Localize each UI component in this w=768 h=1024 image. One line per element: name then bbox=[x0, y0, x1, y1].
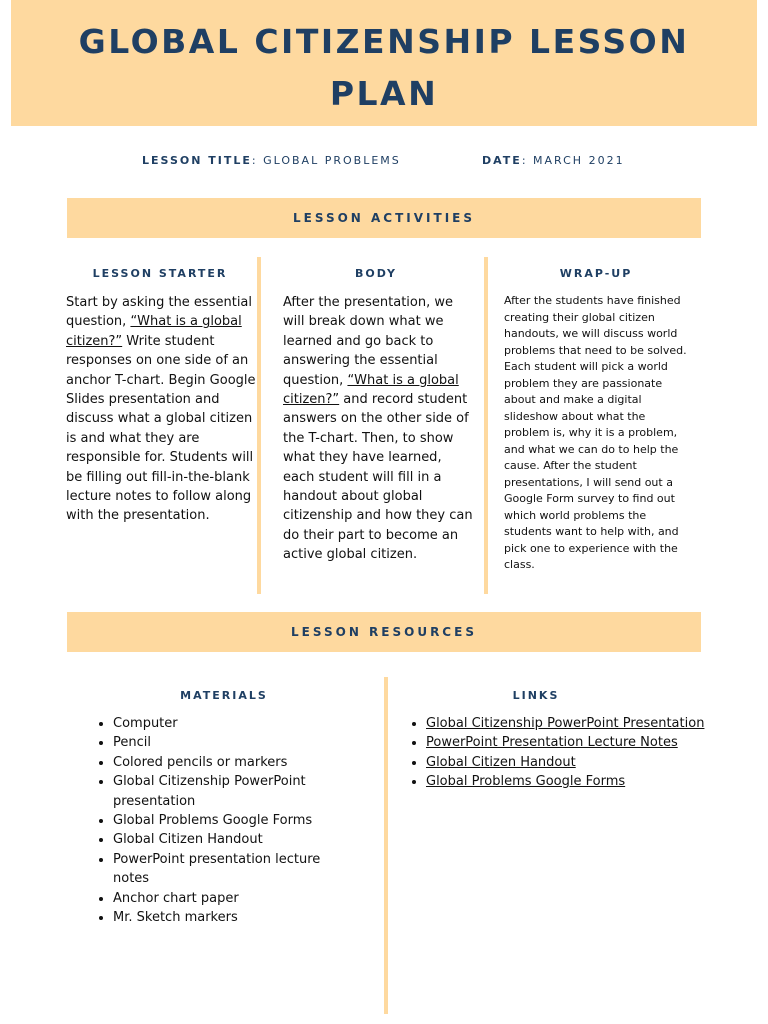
lesson-resources-heading: LESSON RESOURCES bbox=[67, 612, 701, 652]
materials-list bbox=[66, 714, 353, 927]
essential-question-link-2[interactable]: “What is a global citizen?” bbox=[283, 372, 459, 408]
list-item: • Mr. Sketch markers bbox=[113, 908, 353, 927]
column-divider-1 bbox=[257, 257, 261, 594]
wrapup-heading: WRAP-UP bbox=[559, 267, 633, 280]
date-meta bbox=[482, 154, 625, 167]
title-line-2: PLAN bbox=[329, 74, 439, 113]
materials-heading: MATERIALS bbox=[180, 689, 268, 702]
lecture-notes-link[interactable]: PowerPoint Presentation Lecture Notes bbox=[426, 735, 678, 751]
list-item: • PowerPoint presentation lecture notes bbox=[113, 850, 353, 889]
column-divider-2 bbox=[484, 257, 488, 594]
list-item: • Global Citizenship PowerPoint presentation bbox=[113, 772, 353, 811]
date-value: : MARCH 2021 bbox=[521, 154, 625, 167]
body-text: After the presentation, we will break down what we learned and go back to answering the essential question, “What is a global citizen?” and record student answers on the other side of the T-chart. Then, to show what they have learned, each student will fill in a handout about global citizenship and how they can do their part to become an active global citizen. bbox=[283, 295, 473, 563]
links-list bbox=[379, 714, 726, 792]
list-item bbox=[426, 714, 726, 733]
powerpoint-presentation-link[interactable]: Global Citizenship PowerPoint Presentation bbox=[426, 716, 705, 731]
list-item: • Anchor chart paper bbox=[113, 889, 353, 908]
date-label: DATE bbox=[482, 154, 522, 167]
lesson-starter-text: Start by asking the essential question, “What is a global citizen?” Write student responses on one side of an anchor T-chart. Begin Google Slides presentation and discuss what a global citizen is and what they are responsible for. Students will be filling out fill-in-the-blank lecture notes to follow along with the presentation. bbox=[66, 295, 256, 524]
body-heading: BODY bbox=[354, 267, 398, 280]
lesson-title-value: : GLOBAL PROBLEMS bbox=[251, 154, 401, 167]
list-item: • Global Citizen Handout bbox=[113, 830, 353, 849]
lesson-starter-heading: LESSON STARTER bbox=[92, 267, 228, 280]
list-item: • Colored pencils or markers bbox=[113, 753, 353, 772]
lesson-activities-heading: LESSON ACTIVITIES bbox=[67, 198, 701, 238]
list-item: • Computer bbox=[113, 714, 353, 733]
lesson-title-label: LESSON TITLE bbox=[142, 154, 252, 167]
list-item: • Global Problems Google Forms bbox=[113, 811, 353, 830]
wrapup-text: After the students have finished creating their global citizen handouts, we will discuss world problems that need to be solved. Each student will pick a world problem they are passionate about and make a digital slideshow about what the problem is, why it is a problem, and what we can do to help the cause. After the student presentations, I will send out a Google Form survey to find out which world problems the students want to help with, and pick one to experience with the class. bbox=[504, 294, 687, 571]
essential-question-link[interactable]: “What is a global citizen?” bbox=[66, 314, 242, 349]
global-citizen-handout-link[interactable]: Global Citizen Handout bbox=[426, 754, 576, 770]
list-item: • Pencil bbox=[113, 733, 353, 752]
title-line-1: GLOBAL CITIZENSHIP LESSON bbox=[78, 22, 690, 61]
list-item bbox=[426, 772, 726, 791]
page-title bbox=[11, 16, 757, 120]
google-forms-link[interactable]: Global Problems Google Forms bbox=[426, 774, 626, 790]
links-heading: LINKS bbox=[512, 689, 560, 702]
list-item bbox=[426, 753, 726, 772]
lesson-title-meta bbox=[142, 154, 401, 167]
list-item bbox=[426, 733, 726, 752]
